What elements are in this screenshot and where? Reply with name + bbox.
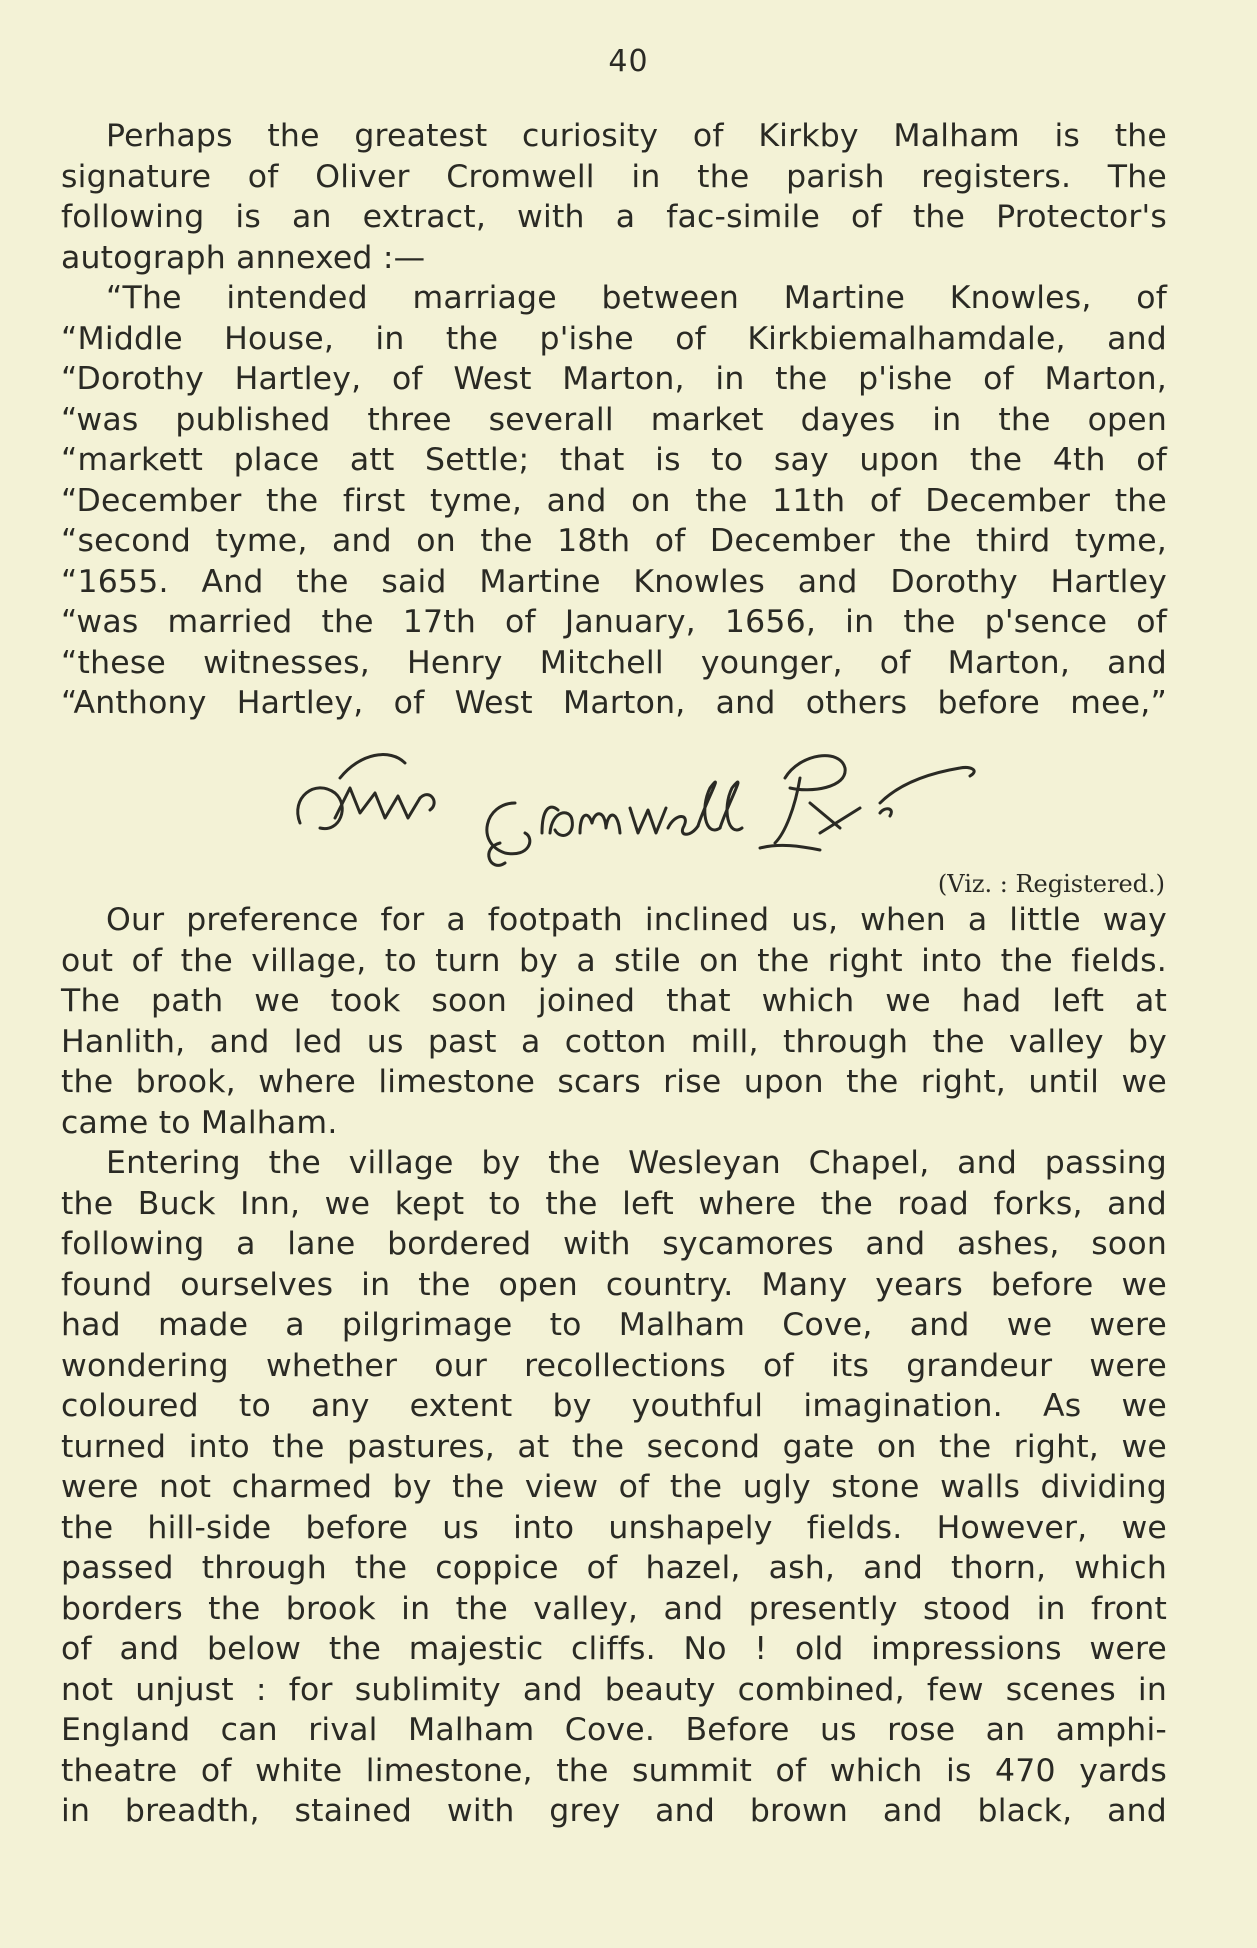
quote-line: “The intended marriage between Martine Knowles, of — [106, 280, 1167, 316]
text-line: in breadth, stained with grey and brown and black, and — [61, 1793, 1167, 1829]
page-number: 40 — [608, 44, 649, 79]
text-line: wondering whether our recollections of its grandeur were — [61, 1347, 1167, 1384]
text-line: the Buck Inn, we kept to the left where the road forks, and — [61, 1185, 1167, 1222]
text-line: the hill-side before us into unshapely fields. However, we — [61, 1509, 1167, 1546]
quote-line: “was married the 17th of January, 1656, in the p'sence of — [61, 604, 1167, 640]
text-line: of and below the majestic cliffs. No ! old impressions were — [61, 1631, 1167, 1667]
text-line: Perhaps the greatest curiosity of Kirkby Malham is the — [106, 118, 1167, 154]
text-line: not unjust : for sublimity and beauty combined, few scenes in — [61, 1671, 1167, 1708]
text-line: found ourselves in the open country. Many years before we — [61, 1266, 1167, 1303]
text-line: following a lane bordered with sycamores and ashes, soon — [61, 1226, 1167, 1262]
text-line: theatre of white limestone, the summit of which is 470 yards — [61, 1752, 1167, 1789]
quote-line: “Dorothy Hartley, of West Marton, in the p'ishe of Marton, — [61, 361, 1167, 397]
quote-line: “December the first tyme, and on the 11th of December the — [61, 482, 1167, 519]
text-line: England can rival Malham Cove. Before us rose an amphi- — [61, 1712, 1167, 1748]
text-line: following is an extract, with a fac-simile of the Protector's — [61, 199, 1167, 235]
signature-caption: (Viz. : Registered.) — [937, 870, 1165, 898]
text-line: borders the brook in the valley, and presently stood in front — [61, 1590, 1167, 1627]
text-line: passed through the coppice of hazel, ash, and thorn, which — [61, 1550, 1167, 1586]
quote-line: “second tyme, and on the 18th of December the third tyme, — [61, 523, 1167, 559]
quote-line: “was published three severall market dayes in the open — [61, 401, 1167, 438]
quote-line: “these witnesses, Henry Mitchell younger, of Marton, and — [61, 644, 1167, 681]
quote-line: “markett place att Settle; that is to say upon the 4th of — [61, 442, 1167, 478]
opening-paragraph-block — [61, 116, 1167, 724]
quote-line: “Middle House, in the p'ishe of Kirkbiemalhamdale, and — [61, 320, 1167, 357]
quote-line: “1655. And the said Martine Knowles and Dorothy Hartley — [61, 563, 1167, 600]
text-line: Entering the village by the Wesleyan Chapel, and passing — [106, 1145, 1167, 1181]
text-line: were not charmed by the view of the ugly stone walls dividing — [61, 1469, 1167, 1505]
text-line: coloured to any extent by youthful imagination. As we — [61, 1388, 1167, 1424]
text-line: had made a pilgrimage to Malham Cove, and we were — [61, 1307, 1167, 1343]
text-line: came to Malham. — [61, 1104, 338, 1141]
quote-line: “Anthony Hartley, of West Marton, and others before mee,” — [61, 685, 1167, 721]
text-line: signature of Oliver Cromwell in the parish registers. The — [61, 158, 1167, 195]
walk-paragraphs-block — [61, 900, 1167, 1832]
text-line: Our preference for a footpath inclined us, when a little way — [106, 902, 1167, 938]
text-line: the brook, where limestone scars rise upon the right, until we — [61, 1064, 1167, 1100]
text-line: turned into the pastures, at the second gate on the right, we — [61, 1428, 1167, 1465]
text-line: out of the village, to turn by a stile on the right into the fields. — [61, 942, 1167, 979]
text-line: autograph annexed :— — [61, 239, 426, 276]
text-line: Hanlith, and led us past a cotton mill, through the valley by — [61, 1023, 1167, 1060]
text-line: The path we took soon joined that which we had left at — [61, 983, 1167, 1019]
cromwell-signature-facsimile — [280, 748, 1140, 878]
